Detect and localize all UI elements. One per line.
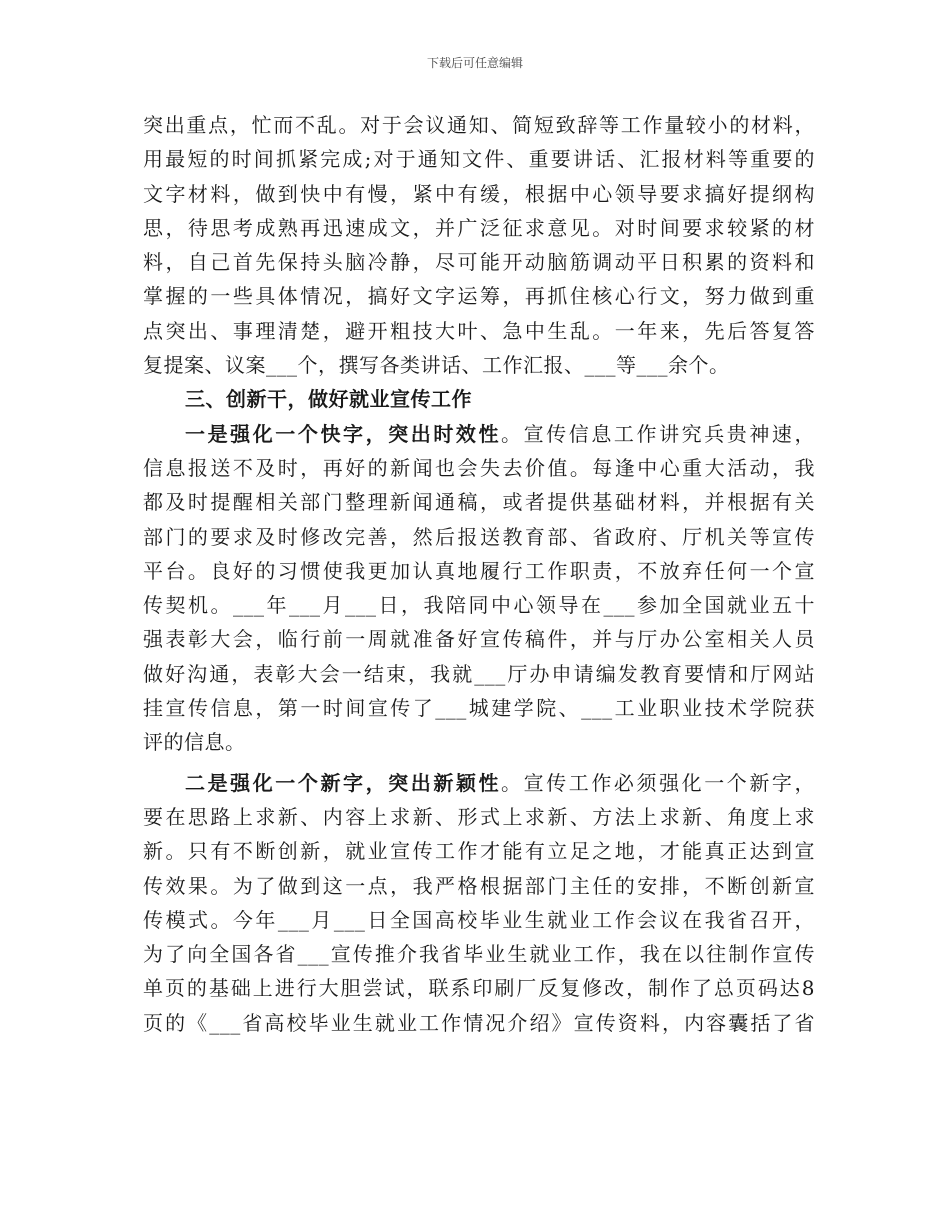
paragraph-lead-line: [143, 766, 815, 800]
text-line: 用最短的时间抓紧完成;对于通知文件、重要讲话、汇报材料等重要的: [143, 147, 815, 172]
text-line: 传契机。___年___月___日，我陪同中心领导在___参加全国就业五十: [143, 593, 815, 618]
text-line: 传效果。为了做到这一点，我严格根据部门主任的安排，不断创新宣: [143, 873, 815, 898]
text-line: 做好沟通，表彰大会一结束，我就___厅办申请编发教育要情和厅网站: [143, 661, 815, 686]
paragraph-lead-text: 。宣传工作必须强化一个新字，: [501, 770, 816, 795]
text-line: 复提案、议案___个，撰写各类讲话、工作汇报、___等___余个。: [143, 353, 730, 378]
text-line: 掌握的一些具体情况，搞好文字运筹，再抓住核心行文，努力做到重: [143, 284, 815, 309]
text-line: 文字材料，做到快中有慢，紧中有缓，根据中心领导要求搞好提纲构: [143, 181, 815, 206]
page-header-note: 下载后可任意编辑: [426, 56, 523, 70]
text-line: 为了向全国各省___宣传推介我省毕业生就业工作，我在以往制作宣传: [143, 942, 815, 967]
text-line: 强表彰大会，临行前一周就准备好宣传稿件，并与厅办公室相关人员: [143, 627, 815, 652]
text-line: 突出重点，忙而不乱。对于会议通知、简短致辞等工作量较小的材料，: [143, 113, 815, 137]
text-line: 平台。良好的习惯使我更加认真地履行工作职责，不放弃任何一个宣: [143, 558, 815, 583]
text-line: 传模式。今年___月___日全国高校毕业生就业工作会议在我省召开，: [143, 907, 815, 932]
text-line: 单页的基础上进行大胆尝试，联系印刷厂反复修改，制作了总页码达8: [143, 976, 815, 1001]
text-line: 信息报送不及时，再好的新闻也会失去价值。每逢中心重大活动，我: [143, 455, 815, 480]
text-line: 要在思路上求新、内容上求新、形式上求新、方法上求新、角度上求: [143, 804, 815, 829]
text-line: 部门的要求及时修改完善，然后报送教育部、省政府、厅机关等宣传: [143, 524, 815, 549]
text-line: 思，待思考成熟再迅速成文，并广泛征求意见。对时间要求较紧的材: [143, 215, 815, 240]
paragraph-lead-bold: 二是强化一个新字，突出新颖性: [185, 770, 502, 795]
text-line: 料，自己首先保持头脑冷静，尽可能开动脑筋调动平日积累的资料和: [143, 250, 815, 275]
text-line: 评的信息。: [143, 730, 246, 755]
paragraph-lead-line: [143, 417, 815, 451]
paragraph-lead-bold: 一是强化一个快字，突出时效性: [185, 421, 502, 446]
section-heading: 三、创新干，做好就业宣传工作: [185, 387, 472, 412]
document-body: [143, 108, 815, 1040]
text-line: 挂宣传信息，第一时间宣传了___城建学院、___工业职业技术学院获: [143, 696, 815, 721]
text-line: 点突出、事理清楚，避开粗技大叶、急中生乱。一年来，先后答复答: [143, 318, 815, 343]
text-line: 都及时提醒相关部门整理新闻通稿，或者提供基础材料，并根据有关: [143, 490, 815, 515]
text-line: 页的《___省高校毕业生就业工作情况介绍》宣传资料，内容囊括了省: [143, 1010, 815, 1035]
paragraph-lead-text: 。宣传信息工作讲究兵贵神速，: [501, 421, 816, 446]
text-line: 新。只有不断创新，就业宣传工作才能有立足之地，才能真正达到宣: [143, 839, 815, 864]
